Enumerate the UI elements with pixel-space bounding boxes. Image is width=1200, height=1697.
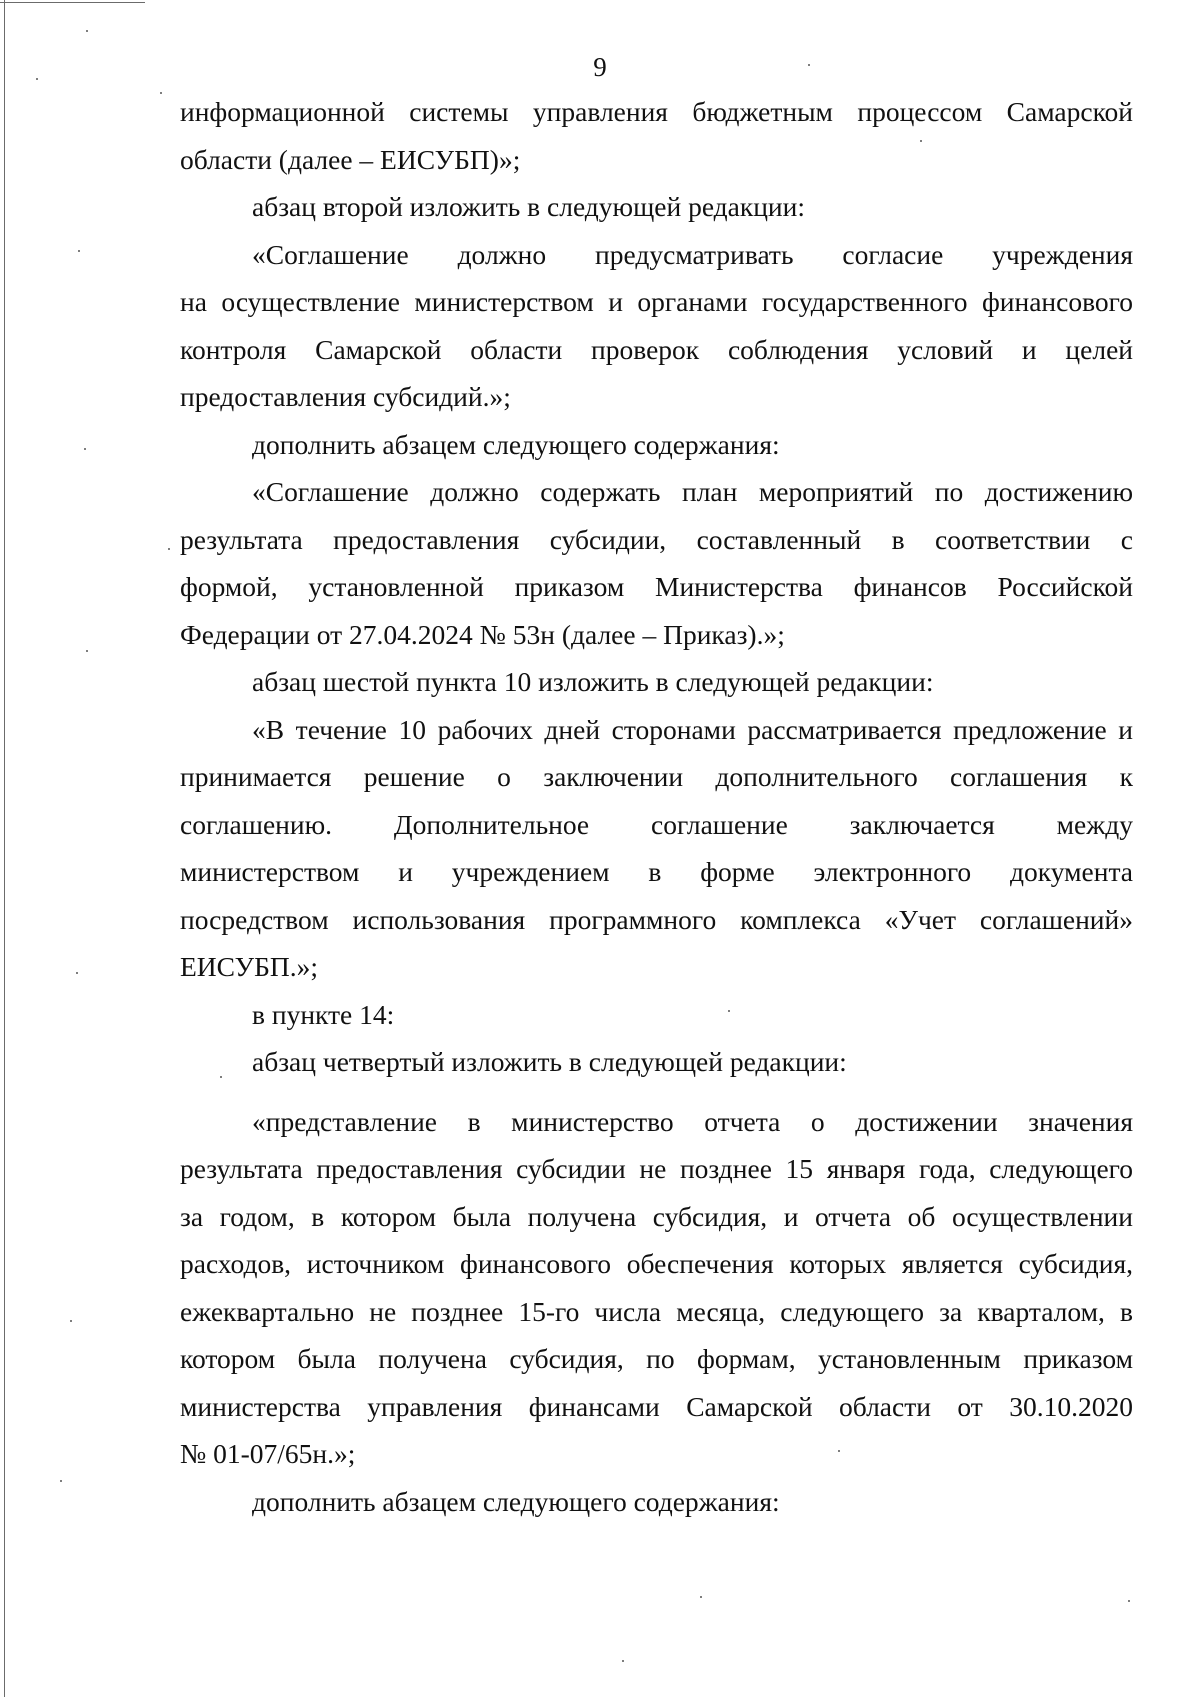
text-line: предоставления субсидий.»; [180, 381, 511, 412]
scan-speck [160, 92, 162, 94]
scan-speck [70, 1320, 72, 1322]
scan-speck [700, 1596, 702, 1598]
text-line: котором была получена субсидия, по формам, установленным приказом [180, 1343, 1133, 1374]
scan-speck [920, 140, 922, 142]
scan-speck [1128, 1600, 1130, 1602]
page-number: 9 [593, 52, 607, 82]
text-line: расходов, источником финансового обеспечения которых является субсидия, [180, 1248, 1133, 1279]
text-line: «Соглашение должно содержать план мероприятий по достижению [252, 476, 1133, 507]
text-line: министерства управления финансами Самарской области от 30.10.2020 [180, 1390, 1133, 1422]
text-line: посредством использования программного комплекса «Учет соглашений» [180, 903, 1133, 935]
text-line: «В течение 10 рабочих дней сторонами рассматривается предложение и [252, 713, 1133, 745]
text-line: № 01-07/65н.»; [180, 1438, 356, 1469]
scan-speck [76, 972, 78, 974]
scan-speck [838, 1450, 840, 1452]
text-line: абзац второй изложить в следующей редакции: [252, 191, 806, 222]
scan-speck [622, 1660, 624, 1662]
text-line: абзац четвертый изложить в следующей редакции: [252, 1046, 847, 1077]
scan-speck [84, 448, 86, 450]
text-line: принимается решение о заключении дополнительного соглашения к [180, 761, 1133, 792]
text-line: соглашению. Дополнительное соглашение заключается между [180, 808, 1133, 840]
text-line: ежеквартально не позднее 15-го числа месяца, следующего за кварталом, в [180, 1295, 1133, 1327]
text-line: дополнить абзацем следующего содержания: [252, 428, 780, 460]
scan-speck [78, 250, 80, 252]
text-line: формой, установленной приказом Министерства финансов Российской [180, 571, 1133, 602]
text-line: результата предоставления субсидии не позднее 15 января года, следующего [180, 1153, 1133, 1184]
text-line: информационной системы управления бюджетным процессом Самарской [180, 96, 1133, 127]
scan-speck [168, 548, 170, 550]
text-line: министерством и учреждением в форме электронного документа [180, 856, 1133, 887]
scan-speck [86, 30, 88, 32]
text-line: Федерации от 27.04.2024 № 53н (далее – Приказ).»; [180, 618, 785, 650]
scan-speck [808, 64, 810, 66]
text-line: «представление в министерство отчета о достижении значения [252, 1105, 1133, 1137]
scan-edge-left [4, 0, 5, 1697]
text-line: ЕИСУБП.»; [180, 951, 319, 982]
text-line: контроля Самарской области проверок соблюдения условий и целей [180, 333, 1133, 365]
text-line: результата предоставления субсидии, составленный в соответствии с [180, 523, 1133, 555]
document-body [180, 88, 1133, 1525]
text-line: за годом, в котором была получена субсидия, и отчета об осуществлении [180, 1200, 1133, 1232]
text-line: дополнить абзацем следующего содержания: [252, 1485, 780, 1517]
text-line: в пункте 14: [252, 998, 395, 1030]
scan-speck [86, 650, 88, 652]
text-line: области (далее – ЕИСУБП)»; [180, 143, 521, 175]
text-line: «Соглашение должно предусматривать согласие учреждения [252, 238, 1133, 270]
scan-speck [36, 78, 38, 80]
scan-speck [60, 1480, 62, 1482]
scan-speck [220, 1076, 222, 1078]
text-line: абзац шестой пункта 10 изложить в следующей редакции: [252, 666, 934, 697]
scan-speck [728, 1010, 730, 1012]
scan-edge-top [0, 2, 145, 3]
paragraph-gap [180, 1086, 1133, 1098]
text-line: на осуществление министерством и органами государственного финансового [180, 286, 1133, 317]
